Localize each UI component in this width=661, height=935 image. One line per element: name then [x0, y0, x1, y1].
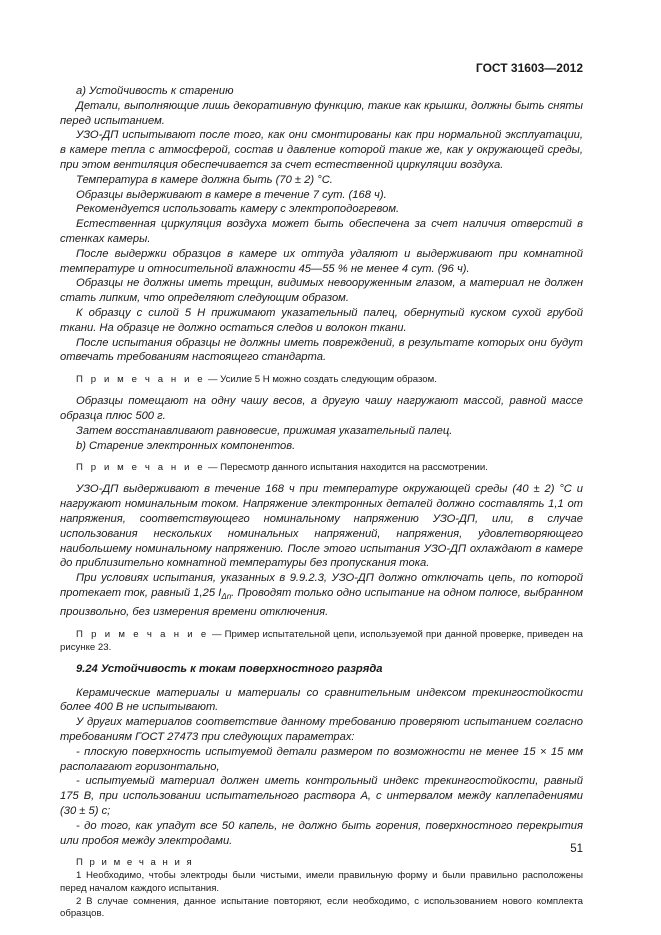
- paragraph: Образцы помещают на одну чашу весов, а другую чашу нагружают массой, равной массе образца плюс 500 г.: [60, 395, 583, 422]
- note: [60, 373, 583, 386]
- paragraph: Рекомендуется использовать камеру с электроподогревом.: [76, 203, 400, 216]
- note-text: — Усилие 5 Н можно создать следующим образом.: [205, 374, 437, 386]
- page-number: 51: [570, 843, 583, 855]
- paragraph-text: . Проводят только одно испытание на одном полюсе, выбранном произвольно, без измерения времени отключения.: [60, 586, 583, 618]
- paragraph: УЗО-ДП испытывают после того, как они смонтированы как при нормальной эксплуатации, в камере тепла с атмосферой, состав и давление которой такие же, как у окружающей среды, при этом вентиляция обеспечивается за счет естественной циркуляции воздуха.: [60, 129, 583, 171]
- paragraph: [60, 571, 583, 620]
- note: [60, 461, 583, 474]
- numbered-note: 2 В случае сомнения, данное испытание повторяют, если необходимо, с использованием нового комплекта образцов.: [60, 895, 583, 920]
- list-item: - до того, как упадут все 50 капель, не должно быть горения, поверхностного перекрытия или пробоя между электродами.: [60, 819, 583, 847]
- subsection-heading: а) Устойчивость к старению: [76, 85, 234, 97]
- paragraph-text: При условиях испытания, указанных в 9.9.2.3, УЗО-ДП должно отключать цепь, по которой протекает ток, равный 1,25 I: [60, 572, 583, 599]
- note-label: П р и м е ч а н и е: [76, 374, 206, 386]
- note-text: — Пример испытательной цепи, используемой при данной проверке, приведен на рисунке 23.: [60, 628, 583, 653]
- list-item: - плоскую поверхность испытуемой детали размером по возможности не менее 15 × 15 мм располагают горизонтально,: [60, 745, 583, 773]
- note-label: П р и м е ч а н и е: [76, 462, 206, 474]
- section-title: 9.24 Устойчивость к токам поверхностного разряда: [76, 662, 383, 675]
- paragraph: Керамические материалы и материалы со сравнительным индексом трекингостойкости более 400 В не испытывают.: [60, 686, 583, 714]
- numbered-note: 1 Необходимо, чтобы электроды были чистыми, имели правильную форму и были правильно расположены перед началом каждого испытания.: [60, 870, 583, 894]
- note: [60, 628, 583, 654]
- note-label: П р и м е ч а н и е: [76, 628, 209, 640]
- note-text: — Пересмотр данного испытания находится на рассмотрении.: [205, 462, 488, 474]
- paragraph: Естественная циркуляция воздуха может быть обеспечена за счет наличия отверстий в стенках камеры.: [60, 218, 583, 245]
- list-item: - испытуемый материал должен иметь контрольный индекс трекингостойкости, равный 175 В, при использовании испытательного раствора А, с интервалом между каплепадениями (30 ± 5) с;: [60, 775, 583, 817]
- paragraph: Образцы выдерживают в камере в течение 7 сут. (168 ч).: [76, 188, 387, 201]
- page-body: [60, 84, 583, 921]
- document-header: ГОСТ 31603—2012: [475, 61, 583, 75]
- paragraph: Затем восстанавливают равновесие, прижимая указательный палец.: [76, 424, 453, 437]
- notes-heading: П р и м е ч а н и я: [76, 857, 194, 869]
- subsection-heading: b) Старение электронных компонентов.: [76, 439, 296, 452]
- paragraph: После испытания образцы не должны иметь повреждений, в результате которых они будут отвечать требованиям настоящего стандарта.: [60, 336, 583, 364]
- subscript: Δn: [221, 592, 232, 602]
- paragraph: Температура в камере должна быть (70 ± 2) °С.: [76, 173, 333, 186]
- paragraph: УЗО-ДП выдерживают в течение 168 ч при температуре окружающей среды (40 ± 2) °С и нагружают номинальным током. Напряжение электронных деталей должно составлять 1,1 от напряжения, соответствующего номинальному напряжению УЗО-ДП, или, в случае использования нескольких номинальных напряжений, напряжения, удовлетворяющего наибольшему номинальному напряжению. После этого испытания УЗО-ДП охлаждают в камере до приблизительно комнатной температуры без пропускания тока.: [60, 483, 583, 570]
- paragraph: Детали, выполняющие лишь декоративную функцию, такие как крышки, должны быть сняты перед испытанием.: [60, 99, 583, 127]
- paragraph: У других материалов соответствие данному требованию проверяют испытанием согласно требованиям ГОСТ 27473 при следующих параметрах:: [60, 716, 583, 743]
- paragraph: После выдержки образцов в камере их оттуда удаляют и выдерживают при комнатной температуре и относительной влажности 45—55 % не менее 4 сут. (96 ч).: [60, 247, 583, 275]
- paragraph: Образцы не должны иметь трещин, видимых невооруженным глазом, а материал не должен стать липким, что определяют следующим образом.: [60, 277, 583, 305]
- paragraph: К образцу с силой 5 Н прижимают указательный палец, обернутый куском сухой грубой ткани. На образце не должно остаться следов и волокон ткани.: [60, 306, 583, 334]
